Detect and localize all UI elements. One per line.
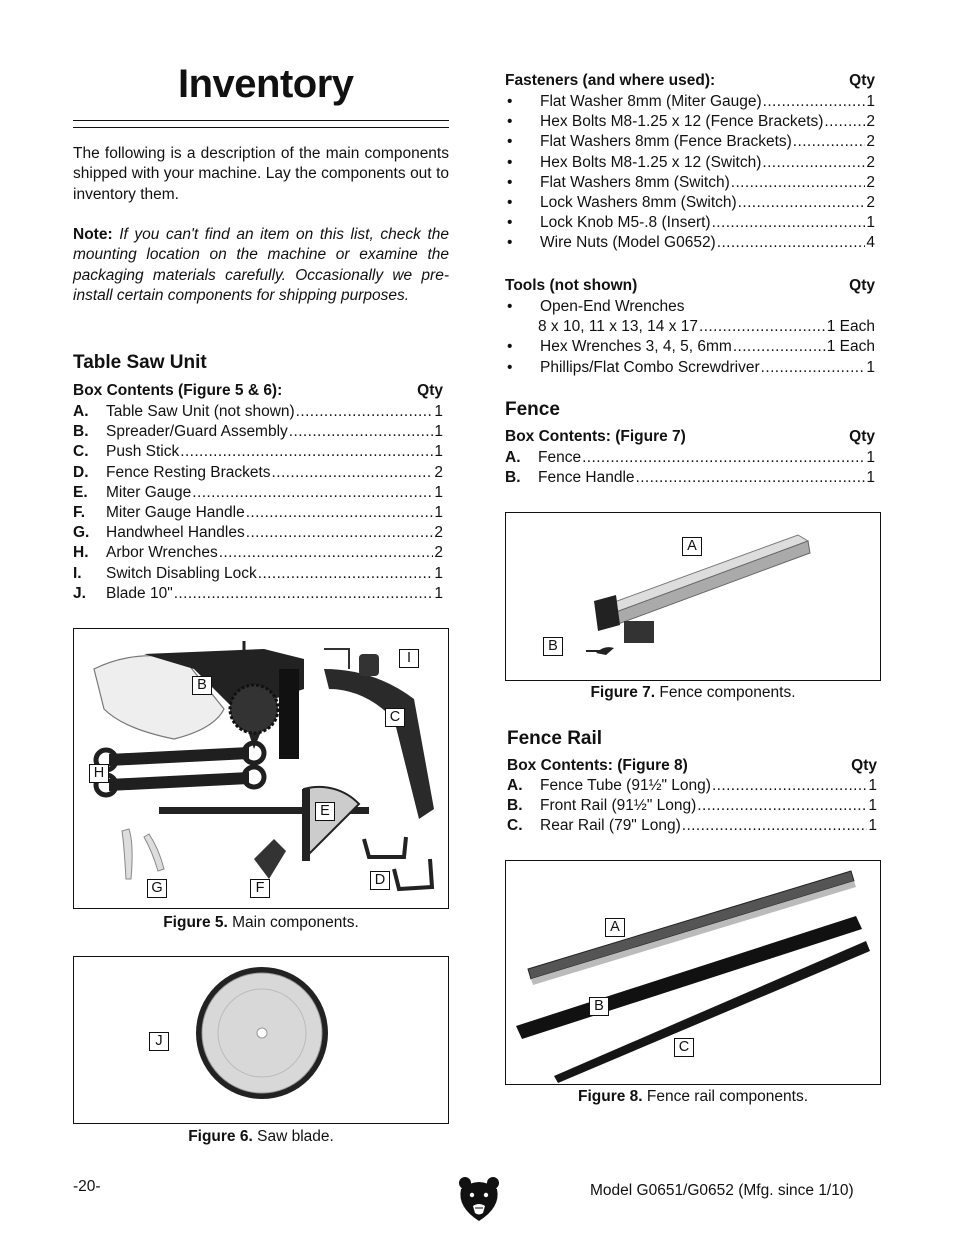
item-qty: 2 (434, 463, 443, 481)
fence-rail-heading: Fence Rail (507, 728, 603, 749)
leader-dots (717, 233, 866, 253)
note-text: If you can't find an item on this list, check the mounting location on the machine or examine the packaging materials carefully. Occasionally we pre-install certain components for shipping purposes. (73, 226, 449, 304)
leader-dots (582, 448, 865, 468)
bullet: • (507, 113, 513, 131)
item-qty: 1 (866, 449, 875, 466)
item-letter: B. (507, 797, 523, 815)
grizzly-bear-logo-icon (457, 1175, 501, 1223)
figure6-caption-text: Saw blade. (257, 1128, 334, 1145)
item-name: Phillips/Flat Combo Screwdriver (540, 358, 760, 376)
item-qty: 2 (434, 524, 443, 542)
figure6-caption (73, 1128, 449, 1146)
list-item (73, 564, 443, 584)
leader-dots (793, 132, 866, 152)
bullet: • (507, 214, 513, 232)
item-qty: 1 (868, 797, 877, 815)
qty-label: Qty (849, 72, 875, 89)
figure6-label: Figure 6. (188, 1128, 253, 1145)
list-item (507, 776, 877, 796)
list-item (73, 543, 443, 563)
figure6-callout-j: J (149, 1032, 169, 1051)
item-letter: G. (73, 524, 90, 542)
item-name: Push Stick (106, 443, 180, 461)
main-components-illustration (74, 629, 448, 908)
figure7-callout-a: A (682, 537, 702, 556)
leader-dots (192, 483, 433, 503)
list-item (73, 402, 443, 422)
figure7-label: Figure 7. (590, 684, 656, 701)
list-item (73, 523, 443, 543)
qty-label: Qty (849, 277, 875, 294)
fence-rail-box-contents (507, 757, 877, 775)
leader-dots (697, 796, 867, 816)
item-letter: E. (73, 483, 88, 501)
table-saw-unit-heading: Table Saw Unit (73, 352, 207, 373)
item-letter: C. (73, 443, 89, 461)
item-name-continued: 8 x 10, 11 x 13, 14 x 17 (538, 318, 698, 336)
figure5-image (73, 628, 449, 909)
item-qty: 1 (866, 358, 875, 376)
leader-dots (219, 543, 434, 563)
figure7-caption-text: Fence components. (659, 684, 796, 701)
leader-dots (258, 564, 434, 584)
leader-dots (272, 463, 434, 483)
list-item (507, 796, 877, 816)
bullet: • (507, 133, 513, 151)
item-name: Miter Gauge (106, 483, 192, 501)
item-qty: 4 (866, 234, 875, 252)
item-name: Lock Knob M5-.8 (Insert) (540, 214, 711, 232)
figure5-callout-i: I (399, 649, 419, 668)
item-qty: 1 Each (826, 338, 875, 356)
list-item (505, 153, 875, 173)
item-name: Open-End Wrenches (540, 298, 685, 315)
list-item (505, 358, 875, 378)
fasteners-items (505, 92, 875, 254)
figure7-caption (505, 684, 881, 702)
saw-blade-illustration (74, 957, 448, 1123)
leader-dots (731, 173, 866, 193)
leader-dots (761, 358, 866, 378)
item-qty: 1 (434, 584, 443, 602)
item-letter: H. (73, 544, 89, 562)
figure5-callout-c: C (385, 708, 405, 727)
item-name: Fence Handle (538, 469, 635, 487)
figure8-image (505, 860, 881, 1085)
item-qty: 1 (434, 483, 443, 501)
figure8-callout-a: A (605, 918, 625, 937)
leader-dots (824, 112, 865, 132)
qty-label: Qty (851, 757, 877, 774)
leader-dots (636, 468, 866, 488)
figure8-label: Figure 8. (577, 1088, 643, 1105)
item-name: Flat Washers 8mm (Switch) (540, 173, 730, 191)
tools-heading: Tools (not shown) (505, 277, 638, 294)
list-item (73, 483, 443, 503)
item-name: Flat Washers 8mm (Fence Brackets) (540, 133, 792, 151)
leader-dots (296, 402, 434, 422)
list-item (505, 193, 875, 213)
item-qty: 2 (434, 544, 443, 562)
item-name: Fence Tube (91½" Long) (540, 777, 711, 794)
model-footer: Model G0651/G0652 (Mfg. since 1/10) (590, 1182, 854, 1199)
item-letter: D. (73, 463, 89, 481)
item-name: Spreader/Guard Assembly (106, 423, 288, 441)
bullet: • (507, 234, 513, 252)
item-qty: 1 (868, 817, 877, 835)
figure5-callout-e: E (315, 802, 335, 821)
leader-dots (180, 442, 433, 462)
tools-heading-row (505, 277, 875, 295)
item-letter: B. (73, 423, 89, 441)
list-item (73, 422, 443, 442)
figure7-image (505, 512, 881, 681)
item-name: Miter Gauge Handle (106, 503, 245, 521)
item-name: Hex Bolts M8-1.25 x 12 (Switch) (540, 153, 762, 171)
bullet: • (507, 153, 513, 171)
list-item (73, 463, 443, 483)
fence-rail-items (507, 776, 877, 837)
item-letter: A. (507, 777, 523, 794)
figure5-callout-g: G (147, 879, 167, 898)
item-qty: 1 (866, 93, 875, 110)
box-contents-label: Box Contents: (Figure 8) (507, 757, 688, 774)
item-name: Front Rail (91½" Long) (540, 797, 697, 815)
leader-dots (712, 776, 867, 796)
qty-label: Qty (849, 428, 875, 445)
leader-dots (682, 816, 868, 836)
intro-paragraph: The following is a description of the main components shipped with your machine. Lay the components out to inventory them. (73, 145, 449, 203)
item-letter: C. (507, 817, 523, 835)
item-qty: 1 (434, 443, 443, 461)
box-contents-label: Box Contents: (Figure 7) (505, 428, 686, 445)
table-saw-box-contents (73, 382, 443, 400)
fence-heading: Fence (505, 399, 560, 420)
list-item (505, 468, 875, 488)
item-name: Hex Bolts M8-1.25 x 12 (Fence Brackets) (540, 113, 824, 131)
item-letter: J. (73, 584, 86, 602)
title-rule-bottom (73, 127, 449, 128)
list-item (507, 816, 877, 836)
list-item (505, 132, 875, 152)
list-item (73, 584, 443, 604)
item-qty: 1 (434, 423, 443, 441)
table-saw-items (73, 402, 443, 604)
bullet: • (507, 93, 513, 110)
item-name: Fence (538, 449, 582, 466)
bullet: • (507, 338, 513, 356)
list-item (505, 297, 875, 337)
figure5-caption (73, 914, 449, 932)
figure5-label: Figure 5. (163, 914, 228, 931)
note-paragraph (73, 225, 449, 306)
leader-dots (246, 503, 434, 523)
item-qty: 2 (866, 133, 875, 151)
leader-dots (763, 92, 866, 112)
item-letter: B. (505, 469, 521, 487)
figure5-callout-h: H (89, 764, 109, 783)
item-qty: 1 (868, 777, 877, 794)
leader-dots (289, 422, 434, 442)
item-name: Arbor Wrenches (106, 544, 218, 562)
box-contents-label: Box Contents (Figure 5 & 6): (73, 382, 283, 399)
bullet: • (507, 193, 513, 211)
list-item (505, 448, 875, 468)
item-name: Lock Washers 8mm (Switch) (540, 193, 737, 211)
item-name: Handwheel Handles (106, 524, 245, 542)
item-name: Table Saw Unit (not shown) (106, 403, 295, 420)
qty-label: Qty (417, 382, 443, 399)
list-item (505, 173, 875, 193)
bullet: • (507, 358, 513, 376)
list-item (73, 442, 443, 462)
leader-dots (174, 584, 434, 604)
item-name: Rear Rail (79" Long) (540, 817, 681, 835)
list-item (505, 213, 875, 233)
item-qty: 2 (866, 113, 875, 131)
note-label: Note: (73, 226, 113, 243)
item-name: Blade 10" (106, 584, 173, 602)
leader-dots (738, 193, 866, 213)
figure5-callout-f: F (250, 879, 270, 898)
list-item (505, 112, 875, 132)
item-qty: 1 (434, 403, 443, 420)
figure5-callout-b: B (192, 676, 212, 695)
bullet: • (507, 298, 513, 315)
list-item (505, 337, 875, 357)
item-qty: 2 (866, 153, 875, 171)
fence-box-contents (505, 428, 875, 446)
item-qty: 1 (866, 469, 875, 487)
leader-dots (699, 317, 826, 337)
leader-dots (733, 337, 826, 357)
item-qty: 2 (866, 193, 875, 211)
item-qty: 1 (434, 564, 443, 582)
item-qty: 1 Each (826, 318, 875, 336)
figure8-caption-text: Fence rail components. (646, 1088, 809, 1105)
title-rule-top (73, 120, 449, 121)
figure8-callout-b: B (589, 997, 609, 1016)
list-item (505, 92, 875, 112)
leader-dots (246, 523, 434, 543)
item-name: Fence Resting Brackets (106, 463, 271, 481)
figure5-callout-d: D (370, 871, 390, 890)
page-number: -20- (73, 1178, 101, 1195)
bullet: • (507, 173, 513, 191)
item-qty: 1 (866, 214, 875, 232)
item-name: Flat Washer 8mm (Miter Gauge) (540, 93, 762, 110)
item-letter: I. (73, 564, 82, 582)
fence-items (505, 448, 875, 488)
fasteners-heading: Fasteners (and where used): (505, 72, 716, 89)
item-name: Switch Disabling Lock (106, 564, 257, 582)
item-name: Wire Nuts (Model G0652) (540, 234, 716, 252)
tools-items (505, 297, 875, 378)
figure5-caption-text: Main components. (232, 914, 359, 931)
page-title: Inventory (178, 62, 354, 106)
item-qty: 2 (866, 173, 875, 191)
item-name: Hex Wrenches 3, 4, 5, 6mm (540, 338, 732, 356)
fasteners-heading-row (505, 72, 875, 90)
list-item (73, 503, 443, 523)
figure8-callout-c: C (674, 1038, 694, 1057)
list-item (505, 233, 875, 253)
figure6-image (73, 956, 449, 1124)
leader-dots (762, 153, 865, 173)
figure7-callout-b: B (543, 637, 563, 656)
item-letter: A. (505, 449, 521, 466)
figure8-caption (505, 1088, 881, 1106)
leader-dots (712, 213, 866, 233)
item-letter: F. (73, 503, 86, 521)
item-qty: 1 (434, 503, 443, 521)
item-letter: A. (73, 403, 89, 420)
